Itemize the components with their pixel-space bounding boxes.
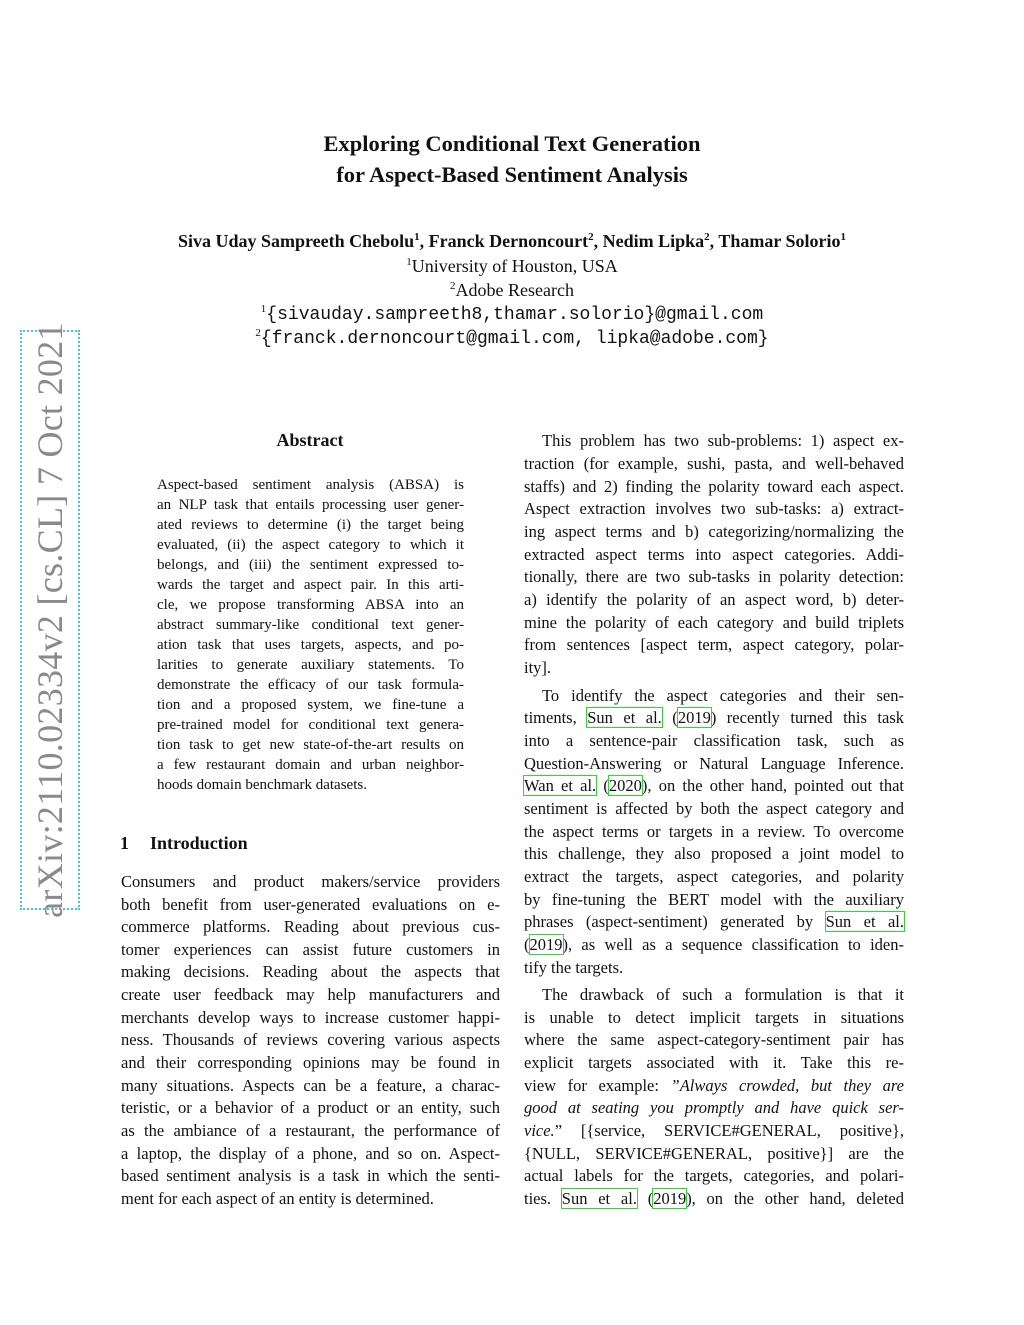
body-line: tify the targets. — [524, 958, 624, 977]
text-run: view for example: — [524, 1076, 671, 1095]
intro-line: teristic, or a behavior of a product or an entity, such — [121, 1098, 500, 1117]
email-line-2 — [0, 327, 1024, 349]
author-affiliation-mark: 1 — [840, 231, 847, 243]
text-run: ( — [596, 776, 609, 795]
email-mark: 2 — [255, 327, 261, 339]
intro-line: as the ambiance of a restaurant, the performance of — [121, 1121, 500, 1140]
email-line-1 — [0, 303, 1024, 325]
body-line — [524, 1188, 904, 1210]
affiliation-mark: 2 — [450, 280, 456, 292]
body-line: explicit targets associated with it. Take this re- — [524, 1053, 904, 1072]
section-number: 1 — [120, 833, 129, 853]
author-separator: , — [709, 231, 719, 251]
email-text: {sivauday.sampreeth8,thamar.solorio}@gmail.com — [266, 305, 764, 325]
intro-line: a laptop, the display of a phone, and so on. Aspect- — [121, 1144, 500, 1163]
abstract-line: demonstrate the efficacy of our task formula- — [157, 677, 464, 693]
text-run: ), on the other hand, pointed out that — [641, 776, 904, 795]
citation-link-sun-2019[interactable]: Sun et al. — [587, 708, 662, 727]
text-run: ties. — [524, 1189, 562, 1208]
body-line: mine the polarity of each category and build triplets — [524, 613, 904, 632]
affiliation-text: Adobe Research — [455, 280, 574, 300]
body-line — [524, 911, 904, 933]
text-run: ” [{service, SERVICE#GENERAL, positive}, — [554, 1121, 904, 1140]
affiliation-2 — [0, 280, 1024, 301]
intro-line: and their corresponding opinions may be found in — [121, 1053, 500, 1072]
body-line: To identify the aspect categories and their sen- — [542, 686, 904, 705]
body-line: is unable to detect implicit targets in situations — [524, 1008, 904, 1027]
author-name: Thamar Solorio — [718, 231, 841, 251]
section-heading-introduction — [120, 833, 248, 854]
author-name: Nedim Lipka — [602, 231, 705, 251]
body-line: tionally, there are two sub-tasks in polarity detection: — [524, 567, 904, 586]
body-line — [524, 934, 904, 956]
intro-line: tomer experiences can assist future customers in — [121, 940, 500, 959]
title-line-2: for Aspect-Based Sentiment Analysis — [336, 162, 688, 187]
text-run: ) recently turned this task — [710, 708, 904, 727]
abstract-line: evaluated, (ii) the aspect category to which it — [157, 537, 464, 553]
abstract-line: Aspect-based sentiment analysis (ABSA) is — [157, 477, 464, 493]
author-separator: , — [419, 231, 429, 251]
section-title: Introduction — [150, 833, 248, 853]
abstract-line: pre-trained model for conditional text genera- — [157, 717, 464, 733]
arxiv-side-stamp — [20, 322, 80, 918]
body-line: traction (for example, sushi, pasta, and well-behaved — [524, 454, 904, 473]
body-line: a) identify the polarity of an aspect word, b) deter- — [524, 590, 904, 609]
abstract-line: abstract summary-like conditional text gener- — [157, 617, 464, 633]
abstract-line: ated reviews to determine (i) the target being — [157, 517, 464, 533]
text-run: timents, — [524, 708, 588, 727]
abstract-line: a few restaurant domain and urban neighbor- — [157, 757, 464, 773]
intro-line: many situations. Aspects can be a feature, a charac- — [121, 1076, 500, 1095]
intro-line: commerce platforms. Reading about previous cus- — [121, 917, 500, 936]
intro-line: both benefit from user-generated evaluations on e- — [121, 895, 500, 914]
text-run: ( — [524, 935, 530, 954]
text-run: ), as well as a sequence classification to iden- — [562, 935, 904, 954]
author-separator: , — [593, 231, 603, 251]
abstract-line: hoods domain benchmark datasets. — [157, 777, 367, 793]
body-line: where the same aspect-category-sentiment pair has — [524, 1030, 904, 1049]
title-line-1: Exploring Conditional Text Generation — [323, 131, 701, 156]
intro-line: ment for each aspect of an entity is determined. — [121, 1189, 434, 1208]
abstract-line: ation task that uses targets, aspects, and po- — [157, 637, 464, 653]
abstract-line: belongs, and (iii) the sentiment expressed to- — [157, 557, 464, 573]
intro-line: based sentiment analysis is a task in which the senti- — [121, 1166, 500, 1185]
body-line: the aspect terms or targets in a review. To overcome — [524, 822, 904, 841]
citation-year-link[interactable]: 2019 — [677, 708, 711, 727]
citation-link-sun-2019[interactable]: Sun et al. — [825, 912, 904, 931]
author-affiliation-mark: 2 — [704, 231, 710, 243]
body-line: This problem has two sub-problems: 1) aspect ex- — [542, 431, 904, 450]
body-line: {NULL, SERVICE#GENERAL, positive}] are the — [524, 1144, 904, 1163]
citation-year-link[interactable]: 2019 — [653, 1189, 687, 1208]
citation-year-link[interactable]: 2020 — [608, 776, 642, 795]
text-run: ( — [636, 1189, 654, 1208]
citation-link-wan-2020[interactable]: Wan et al. — [524, 776, 597, 795]
body-line: this challenge, they also proposed a joint model to — [524, 844, 904, 863]
body-line — [524, 707, 904, 729]
body-line: extract the targets, aspect categories, and polarity — [524, 867, 904, 886]
body-line: The drawback of such a formulation is that it — [542, 985, 904, 1004]
body-line — [524, 1075, 904, 1097]
body-line: good at seating you promptly and have quick ser- — [524, 1098, 904, 1117]
body-line: staffs) and 2) finding the polarity toward each aspect. — [524, 477, 904, 496]
body-line: extracted aspect terms into aspect categories. Addi- — [524, 545, 904, 564]
affiliation-1 — [0, 256, 1024, 277]
author-name: Franck Dernoncourt — [428, 231, 589, 251]
citation-year-link[interactable]: 2019 — [529, 935, 563, 954]
email-mark: 1 — [260, 303, 267, 315]
quoted-review: ”Always crowded, but they are — [670, 1076, 905, 1095]
citation-link-sun-2019[interactable]: Sun et al. — [561, 1189, 637, 1208]
affiliation-text: University of Houston, USA — [411, 256, 618, 276]
abstract-line: tion task to get new state-of-the-art results on — [157, 737, 464, 753]
author-affiliation-mark: 1 — [414, 231, 420, 243]
email-text: {franck.dernoncourt@gmail.com, lipka@adobe.com} — [260, 329, 769, 349]
body-line: into a sentence-pair classification task, such as — [524, 731, 904, 750]
author-name: Siva Uday Sampreeth Chebolu — [177, 231, 415, 251]
quoted-review: vice. — [524, 1121, 555, 1140]
abstract-heading: Abstract — [276, 430, 344, 450]
intro-line: create user feedback may help manufacturers and — [121, 985, 500, 1004]
body-line: sentiment is affected by both the aspect category and — [524, 799, 904, 818]
abstract-line: larities to generate auxiliary statements. To — [157, 657, 464, 673]
intro-line: making decisions. Reading about the aspects that — [121, 962, 500, 981]
abstract-line: cle, we propose transforming ABSA into an — [157, 597, 464, 613]
affiliation-mark: 1 — [406, 256, 412, 268]
intro-line: ness. Thousands of reviews covering various aspects — [121, 1030, 500, 1049]
body-line — [524, 775, 904, 797]
text-run: ), on the other hand, deleted — [686, 1189, 904, 1208]
body-line: by fine-tuning the BERT model with the auxiliary — [524, 890, 904, 909]
body-line: ity]. — [524, 658, 552, 677]
body-line — [524, 1120, 904, 1142]
body-line: from sentences [aspect term, aspect category, polar- — [524, 635, 904, 654]
abstract-line: tion and a proposed system, we fine-tune a — [157, 697, 464, 713]
body-line: ing aspect terms and b) categorizing/normalizing the — [524, 522, 904, 541]
paper-title — [0, 128, 1024, 190]
intro-line: Consumers and product makers/service providers — [121, 872, 500, 891]
body-line: actual labels for the targets, categories, and polari- — [524, 1166, 904, 1185]
intro-line: merchants develop ways to increase customer happi- — [121, 1008, 500, 1027]
abstract-line: wards the target and aspect pair. In this arti- — [157, 577, 464, 593]
arxiv-identifier: arXiv:2110.02334v2 [cs.CL] 7 Oct 2021 — [30, 322, 70, 918]
body-line: Question-Answering or Natural Language Inference. — [524, 754, 904, 773]
abstract-line: an NLP task that entails processing user gener- — [157, 497, 464, 513]
author-list — [0, 231, 1024, 252]
author-affiliation-mark: 2 — [588, 231, 594, 243]
text-run: ( — [661, 708, 678, 727]
text-run: phrases (aspect-sentiment) generated by — [524, 912, 826, 931]
body-line: Aspect extraction involves two sub-tasks: a) extract- — [524, 499, 904, 518]
